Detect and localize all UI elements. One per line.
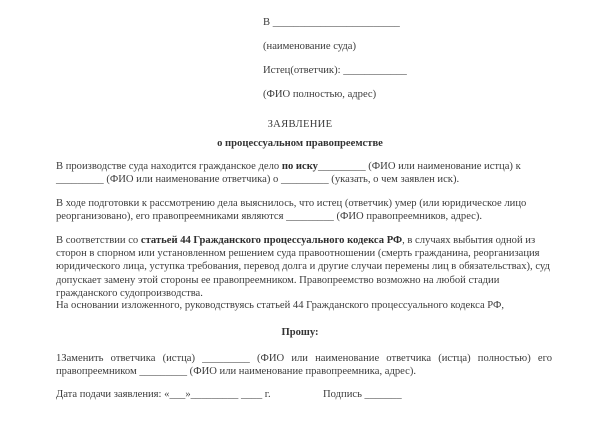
- document-title: ЗАЯВЛЕНИЕ: [267, 119, 333, 130]
- paragraph-case-link: по иску: [281, 161, 318, 172]
- article-44-link: статьей 44 Гражданского процессуального кодекса РФ: [140, 235, 403, 246]
- signature-line: Подпись _______: [323, 389, 402, 400]
- paragraph-grounds: На основании изложенного, руководствуясь статьей 44 Гражданского процессуального кодекса РФ,: [56, 300, 505, 311]
- plaintiff-line: Истец(ответчик): ____________: [263, 65, 407, 76]
- court-line: В ________________________: [263, 17, 400, 28]
- paragraph-legal-basis: [56, 234, 552, 300]
- paragraph-case-rest: _________ (ФИО или наименование истца) к _________ (ФИО или наименование ответчика) о _________ (указать, о чем заявлен иск).: [56, 161, 521, 186]
- paragraph-legal-start: В соответствии со: [56, 235, 141, 246]
- document-subtitle: о процессуальном правопреемстве: [217, 138, 383, 149]
- paragraph-case-start: В производстве суда находится гражданское дело: [56, 161, 282, 172]
- paragraph-case: [56, 160, 552, 186]
- request-heading: Прошу:: [281, 327, 319, 338]
- submission-date: Дата подачи заявления: «___»_________ ____ г.: [56, 389, 271, 400]
- court-hint: (наименование суда): [263, 41, 357, 52]
- paragraph-legal-rest: , в случаях выбытия одной из сторон в спорном или установленном решением суда правоотношении (смерть гражданина, реорганизация юридического лица, уступка требования, перевод долга и другие случаи перемены лиц в обязательствах), суд допускает замену этой стороны ее правопреемником. Правопреемство возможно на любой стадии гражданского судопроизводства.: [56, 235, 550, 299]
- paragraph-successors: В ходе подготовки к рассмотрению дела выяснилось, что истец (ответчик) умер (или юридическое лицо реорганизовано), его правопреемниками являются _________ (ФИО правопреемников, адрес).: [56, 198, 527, 223]
- request-item-1: 1Заменить ответчика (истца) _________ (ФИО или наименование ответчика (истца) полностью) его правопреемником _________ (ФИО или наименование правопреемника, адрес).: [56, 353, 552, 378]
- plaintiff-hint: (ФИО полностью, адрес): [263, 89, 377, 100]
